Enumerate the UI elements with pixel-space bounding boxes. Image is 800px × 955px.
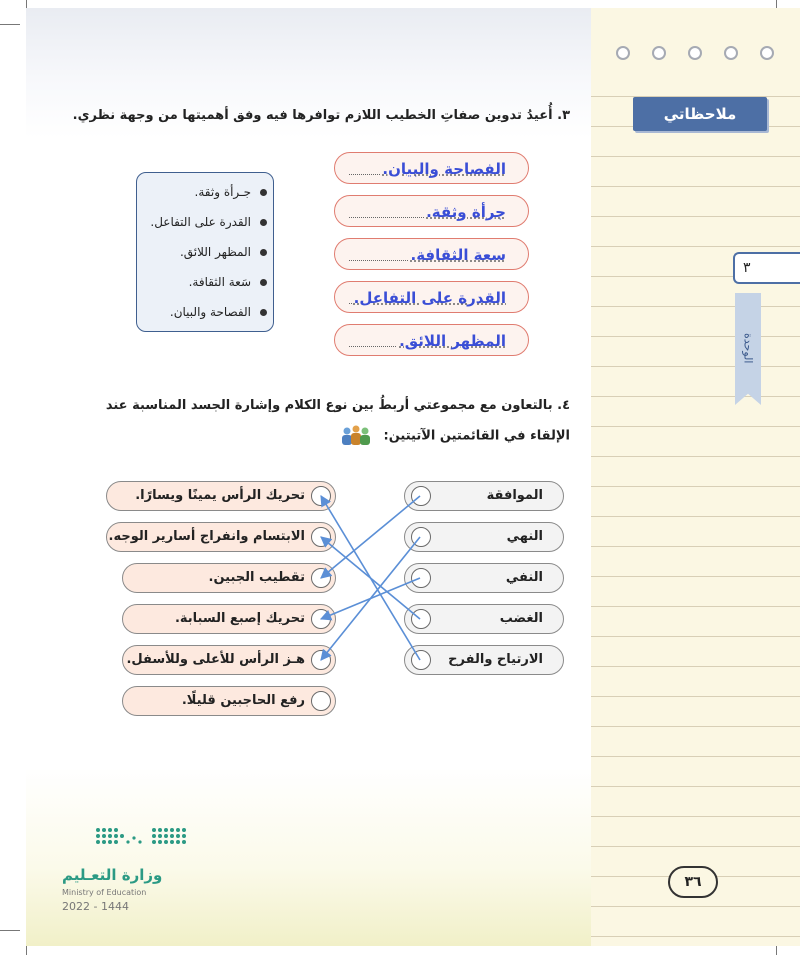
question-4-text-2: الإلقاء في القائمتين الآتيتين: xyxy=(383,428,570,444)
match-line xyxy=(321,537,420,660)
gesture-option-2[interactable]: الابتسام وانفراج أسارير الوجه. xyxy=(106,522,336,552)
speech-type-option-4[interactable]: الغضب xyxy=(404,604,564,634)
gesture-option-5[interactable]: هـز الرأس للأعلى وللأسفل. xyxy=(122,645,336,675)
option-item: جـرأة وثقة. xyxy=(195,185,251,199)
gesture-option-6[interactable]: رفع الحاجبين قليلًا. xyxy=(122,686,336,716)
edition-year: 2022 - 1444 xyxy=(62,900,129,913)
speech-type-option-1[interactable]: الموافقة xyxy=(404,481,564,511)
answer-text: سعة الثقافة. xyxy=(410,246,506,264)
option-item: القدرة على التفاعل. xyxy=(150,215,251,229)
unit-label: الوحدة xyxy=(741,332,755,364)
gesture-option-3[interactable]: تقطيب الجبين. xyxy=(122,563,336,593)
gesture-option-4[interactable]: تحريك إصبع السبابة. xyxy=(122,604,336,634)
match-line xyxy=(321,537,420,619)
match-line xyxy=(321,496,420,578)
ministry-name-english: Ministry of Education xyxy=(62,888,147,897)
question-3-text: أُعيدُ تدوين صفاتِ الخطيب اللازم توافرها فيه وفق أهميتها من وجهة نظري. xyxy=(72,108,553,123)
question-4-text: بالتعاون مع مجموعتي أربطُ بين نوع الكلام وإشارة الجسد المناسبة عند xyxy=(105,398,553,413)
option-item: المظهر اللائق. xyxy=(180,245,251,259)
page-number: ٣٦ xyxy=(668,866,718,898)
gesture-option-1[interactable]: تحريك الرأس يمينًا ويسارًا. xyxy=(106,481,336,511)
option-item: الفصاحة والبيان. xyxy=(170,305,251,319)
answer-text: الفصاحة والبيان. xyxy=(382,160,506,178)
ministry-logo-icon xyxy=(94,826,194,852)
question-4-number: ٤. xyxy=(557,398,570,413)
speech-type-option-2[interactable]: النهي xyxy=(404,522,564,552)
notes-title: ملاحظاتي xyxy=(633,97,767,131)
option-item: سَعة الثقافة. xyxy=(189,275,251,289)
unit-number: ٣ xyxy=(733,252,800,284)
question-3-number: ٣. xyxy=(557,108,570,123)
answer-text: جرأة وثقة. xyxy=(426,203,506,221)
ministry-name-arabic: وزارة التعـليم xyxy=(62,866,163,884)
answer-text: المظهر اللائق. xyxy=(399,332,506,350)
speech-type-option-5[interactable]: الارتياح والفرح xyxy=(404,645,564,675)
answer-text: القدرة على التفاعل. xyxy=(353,289,506,307)
speech-type-option-3[interactable]: النفي xyxy=(404,563,564,593)
